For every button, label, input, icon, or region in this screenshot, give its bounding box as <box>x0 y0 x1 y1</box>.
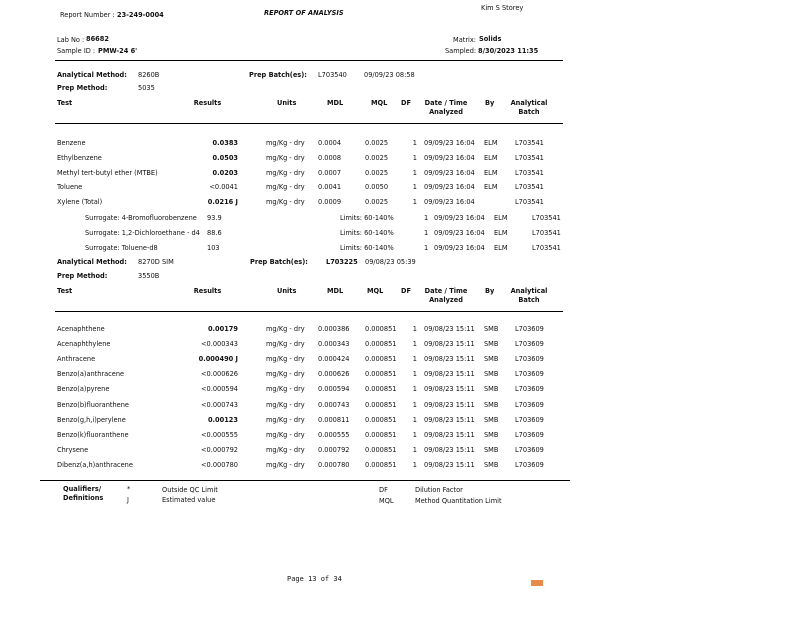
report-number-label: Report Number : <box>60 11 115 19</box>
table-row <box>57 461 557 476</box>
divider <box>40 480 570 481</box>
cell-units: mg/Kg - dry <box>266 415 305 424</box>
table-row <box>57 183 557 198</box>
cell-date: 09/09/23 16:04 <box>424 153 475 162</box>
cell-df: 1 <box>412 325 417 333</box>
cell-mql: 0.000851 <box>365 325 397 333</box>
table-row <box>57 139 557 154</box>
cell-mql: 0.000851 <box>365 340 397 349</box>
cell-batch: L703541 <box>532 228 561 237</box>
cell-test: Xylene (Total) <box>57 198 103 207</box>
cell-batch: L703541 <box>532 214 561 222</box>
cell-mql: 0.000851 <box>365 355 397 364</box>
cell-batch: L703609 <box>515 400 544 409</box>
cell-by: ELM <box>484 168 498 177</box>
cell-test: Chrysene <box>57 445 89 454</box>
lab-no-label: Lab No : <box>57 36 85 44</box>
sampled-date: 8/30/2023 11:35 <box>478 47 539 55</box>
prep-method: 3550B <box>138 272 160 280</box>
cell-test: Benzo(b)fluoranthene <box>57 400 129 409</box>
cell-batch: L703609 <box>515 385 544 394</box>
cell-df: 1 <box>412 370 417 379</box>
cell-date: 09/09/23 16:04 <box>434 228 485 237</box>
col-by: By <box>485 287 495 295</box>
cell-test: Methyl tert-butyl ether (MTBE) <box>57 168 158 177</box>
cell-date: 09/09/23 16:04 <box>434 214 485 222</box>
divider <box>55 123 563 124</box>
cell-limits: Limits: 60-140% <box>340 214 394 222</box>
cell-test: Benzo(a)anthracene <box>57 370 125 379</box>
cell-result: 0.00179 <box>207 325 238 333</box>
cell-by: ELM <box>494 243 508 252</box>
col-units: Units <box>277 99 297 107</box>
cell-mdl: 0.000343 <box>318 340 350 349</box>
cell-result: 0.0383 <box>212 139 238 147</box>
table-row <box>57 431 557 446</box>
cell-result: 93.9 <box>207 214 222 222</box>
cell-result: 103 <box>207 243 220 252</box>
cell-df: 1 <box>412 153 417 162</box>
cell-test: Dibenz(a,h)anthracene <box>57 460 133 469</box>
qualifier-desc: Dilution Factor <box>415 486 463 494</box>
cell-mql: 0.0050 <box>365 183 389 192</box>
cell-result: <0.000594 <box>201 385 238 394</box>
cell-batch: L703609 <box>515 415 544 424</box>
qualifiers-label: Qualifiers/ Definitions <box>63 485 104 502</box>
cell-name: Surrogate: Toluene-d8 <box>85 243 158 252</box>
cell-result: 0.000490 J <box>198 355 238 364</box>
table-row <box>57 385 557 400</box>
cell-by: SMB <box>484 355 499 364</box>
cell-mdl: 0.000780 <box>318 460 350 469</box>
analyst-name: Kim S Storey <box>481 4 524 12</box>
column-header-row <box>57 99 557 114</box>
cell-df: 1 <box>412 400 417 409</box>
surrogate-row <box>57 214 561 229</box>
cell-date: 09/09/23 16:04 <box>424 139 475 147</box>
sample-id-label: Sample ID : <box>57 47 96 55</box>
surrogate-row <box>57 243 561 259</box>
cell-batch: L703541 <box>515 168 544 177</box>
cell-df: 1 <box>412 168 417 177</box>
cell-mdl: 0.000626 <box>318 370 350 379</box>
cell-mql: 0.0025 <box>365 139 389 147</box>
col-df: DF <box>401 99 411 107</box>
cell-by: ELM <box>494 228 508 237</box>
method-value: 8270D SIM <box>138 258 174 266</box>
matrix-label: Matrix: <box>453 36 476 44</box>
cell-units: mg/Kg - dry <box>266 385 305 394</box>
matrix: Solids <box>479 35 502 43</box>
cell-result: <0.000555 <box>201 430 238 439</box>
divider <box>55 311 563 312</box>
col-units: Units <box>277 287 297 295</box>
cell-units: mg/Kg - dry <box>266 430 305 439</box>
cell-units: mg/Kg - dry <box>266 168 305 177</box>
qualifier-code: MQL <box>379 497 394 505</box>
lab-logo-icon <box>531 580 543 586</box>
cell-df: 1 <box>412 445 417 454</box>
cell-units: mg/Kg - dry <box>266 325 305 333</box>
col-df: DF <box>401 287 411 295</box>
cell-df: 1 <box>424 243 429 252</box>
cell-mql: 0.000851 <box>365 385 397 394</box>
cell-units: mg/Kg - dry <box>266 400 305 409</box>
col-mdl: MDL <box>327 287 344 295</box>
prep-batch-label: Prep Batch(es): <box>249 71 307 79</box>
cell-df: 1 <box>412 139 417 147</box>
qualifier-code: DF <box>379 486 388 494</box>
cell-date: 09/08/23 15:11 <box>424 445 475 454</box>
cell-date: 09/08/23 15:11 <box>424 370 475 379</box>
prep-batch: L703540 <box>318 71 347 79</box>
cell-date: 09/08/23 15:11 <box>424 460 475 469</box>
cell-result: 0.00123 <box>207 415 238 424</box>
cell-date: 09/08/23 15:11 <box>424 340 475 349</box>
cell-result: 0.0503 <box>212 153 238 162</box>
cell-df: 1 <box>412 430 417 439</box>
col-batch: Analytical Batch <box>510 99 548 116</box>
cell-mql: 0.000851 <box>365 415 397 424</box>
cell-mql: 0.000851 <box>365 460 397 469</box>
prep-method-label: Prep Method: <box>57 272 108 280</box>
cell-date: 09/08/23 15:11 <box>424 400 475 409</box>
cell-date: 09/09/23 16:04 <box>424 183 475 192</box>
prep-batch: L703225 <box>326 258 358 266</box>
col-date: Date / Time Analyzed <box>424 287 468 304</box>
prep-method: 5035 <box>138 84 155 92</box>
cell-test: Ethylbenzene <box>57 153 102 162</box>
table-row <box>57 340 557 355</box>
cell-df: 1 <box>412 385 417 394</box>
cell-test: Benzo(a)pyrene <box>57 385 110 394</box>
col-mql: MQL <box>371 99 388 107</box>
col-results: Results <box>193 99 222 107</box>
prep-batch-date: 09/09/23 08:58 <box>364 71 415 79</box>
divider <box>55 60 563 61</box>
cell-batch: L703609 <box>515 355 544 364</box>
cell-result: 0.0203 <box>212 168 238 177</box>
cell-by: SMB <box>484 325 499 333</box>
page-number: Page 13 of 34 <box>287 575 342 583</box>
cell-units: mg/Kg - dry <box>266 183 305 192</box>
cell-units: mg/Kg - dry <box>266 355 305 364</box>
cell-date: 09/08/23 15:11 <box>424 385 475 394</box>
cell-mdl: 0.000594 <box>318 385 350 394</box>
cell-mdl: 0.000386 <box>318 325 350 333</box>
cell-units: mg/Kg - dry <box>266 139 305 147</box>
cell-name: Surrogate: 4-Bromofluorobenzene <box>85 214 197 222</box>
cell-date: 09/08/23 15:11 <box>424 415 475 424</box>
cell-date: 09/09/23 16:04 <box>434 243 485 252</box>
qualifier-code: * <box>127 485 131 493</box>
cell-by: ELM <box>484 183 498 192</box>
cell-result: <0.000780 <box>201 460 238 469</box>
col-batch: Analytical Batch <box>510 287 548 304</box>
cell-batch: L703541 <box>515 183 544 192</box>
cell-result: <0.000626 <box>201 370 238 379</box>
cell-name: Surrogate: 1,2-Dichloroethane - d4 <box>85 228 200 237</box>
cell-mdl: 0.0009 <box>318 198 342 207</box>
cell-df: 1 <box>424 214 429 222</box>
cell-by: SMB <box>484 370 499 379</box>
cell-batch: L703609 <box>515 460 544 469</box>
cell-batch: L703541 <box>515 153 544 162</box>
cell-batch: L703609 <box>515 430 544 439</box>
cell-df: 1 <box>412 355 417 364</box>
cell-df: 1 <box>424 228 429 237</box>
cell-df: 1 <box>412 460 417 469</box>
cell-by: SMB <box>484 430 499 439</box>
cell-test: Benzene <box>57 139 86 147</box>
cell-date: 09/08/23 15:11 <box>424 355 475 364</box>
cell-by: SMB <box>484 460 499 469</box>
cell-by: SMB <box>484 415 499 424</box>
cell-by: SMB <box>484 400 499 409</box>
cell-mql: 0.000851 <box>365 445 397 454</box>
cell-date: 09/08/23 15:11 <box>424 430 475 439</box>
cell-result: 88.6 <box>207 228 222 237</box>
cell-batch: L703541 <box>515 139 544 147</box>
prep-batch-label: Prep Batch(es): <box>250 258 308 266</box>
cell-limits: Limits: 60-140% <box>340 228 394 237</box>
cell-mdl: 0.000743 <box>318 400 350 409</box>
sampled-label: Sampled: <box>445 47 477 55</box>
cell-mdl: 0.0008 <box>318 153 342 162</box>
surrogate-row <box>57 228 561 244</box>
cell-batch: L703609 <box>515 340 544 349</box>
cell-units: mg/Kg - dry <box>266 445 305 454</box>
cell-mql: 0.0025 <box>365 168 389 177</box>
cell-mdl: 0.000555 <box>318 430 350 439</box>
qualifier-code: J <box>127 496 129 504</box>
table-row <box>57 198 557 213</box>
cell-units: mg/Kg - dry <box>266 198 305 207</box>
cell-batch: L703541 <box>515 198 544 207</box>
cell-test: Acenaphthylene <box>57 340 111 349</box>
cell-batch: L703541 <box>532 243 561 252</box>
cell-mdl: 0.0007 <box>318 168 342 177</box>
cell-mdl: 0.0004 <box>318 139 342 147</box>
cell-df: 1 <box>412 340 417 349</box>
cell-mql: 0.0025 <box>365 198 389 207</box>
table-row <box>57 370 557 385</box>
cell-test: Anthracene <box>57 355 96 364</box>
cell-date: 09/09/23 16:04 <box>424 168 475 177</box>
cell-by: ELM <box>484 139 498 147</box>
col-by: By <box>485 99 495 107</box>
table-row <box>57 154 557 169</box>
prep-method-label: Prep Method: <box>57 84 108 92</box>
cell-batch: L703609 <box>515 370 544 379</box>
lab-no: 86682 <box>86 35 109 43</box>
report-title: REPORT OF ANALYSIS <box>264 9 344 17</box>
qualifier-desc: Estimated value <box>162 496 216 504</box>
prep-batch-date: 09/08/23 05:39 <box>365 258 416 266</box>
method-label: Analytical Method: <box>57 71 127 79</box>
sample-id: PMW-24 6' <box>98 47 138 55</box>
table-row <box>57 401 557 416</box>
cell-date: 09/08/23 15:11 <box>424 325 475 333</box>
cell-by: SMB <box>484 445 499 454</box>
table-row <box>57 446 557 461</box>
cell-mdl: 0.0041 <box>318 183 342 192</box>
qualifier-desc: Method Quantitation Limit <box>415 497 502 505</box>
cell-limits: Limits: 60-140% <box>340 243 394 252</box>
cell-units: mg/Kg - dry <box>266 153 305 162</box>
cell-result: 0.0216 J <box>207 198 238 207</box>
cell-by: SMB <box>484 385 499 394</box>
cell-mql: 0.000851 <box>365 400 397 409</box>
method-label: Analytical Method: <box>57 258 127 266</box>
cell-batch: L703609 <box>515 325 544 333</box>
cell-mdl: 0.000424 <box>318 355 350 364</box>
cell-by: ELM <box>484 153 498 162</box>
cell-units: mg/Kg - dry <box>266 340 305 349</box>
cell-df: 1 <box>412 198 417 207</box>
cell-result: <0.0041 <box>209 183 238 192</box>
table-row <box>57 169 557 184</box>
cell-by: SMB <box>484 340 499 349</box>
cell-df: 1 <box>412 415 417 424</box>
cell-result: <0.000343 <box>201 340 238 349</box>
cell-result: <0.000792 <box>201 445 238 454</box>
cell-df: 1 <box>412 183 417 192</box>
cell-test: Benzo(k)fluoranthene <box>57 430 129 439</box>
cell-mdl: 0.000811 <box>318 415 350 424</box>
cell-mdl: 0.000792 <box>318 445 350 454</box>
cell-date: 09/09/23 16:04 <box>424 198 475 207</box>
col-mql: MQL <box>367 287 384 295</box>
report-number: 23-249-0004 <box>117 11 164 19</box>
cell-units: mg/Kg - dry <box>266 460 305 469</box>
cell-test: Benzo(g,h,i)perylene <box>57 415 126 424</box>
cell-by: ELM <box>494 214 508 222</box>
method-value: 8260B <box>138 71 160 79</box>
col-results: Results <box>193 287 222 295</box>
col-date: Date / Time Analyzed <box>424 99 468 116</box>
cell-mql: 0.0025 <box>365 153 389 162</box>
cell-units: mg/Kg - dry <box>266 370 305 379</box>
cell-test: Acenaphthene <box>57 325 105 333</box>
table-row <box>57 325 557 340</box>
column-header-row <box>57 287 557 302</box>
cell-mql: 0.000851 <box>365 430 397 439</box>
cell-batch: L703609 <box>515 445 544 454</box>
table-row <box>57 355 557 370</box>
col-mdl: MDL <box>327 99 344 107</box>
table-row <box>57 416 557 431</box>
cell-mql: 0.000851 <box>365 370 397 379</box>
cell-test: Toluene <box>57 183 83 192</box>
col-test: Test <box>57 99 73 107</box>
cell-result: <0.000743 <box>201 400 238 409</box>
qualifier-desc: Outside QC Limit <box>162 486 218 494</box>
col-test: Test <box>57 287 73 295</box>
